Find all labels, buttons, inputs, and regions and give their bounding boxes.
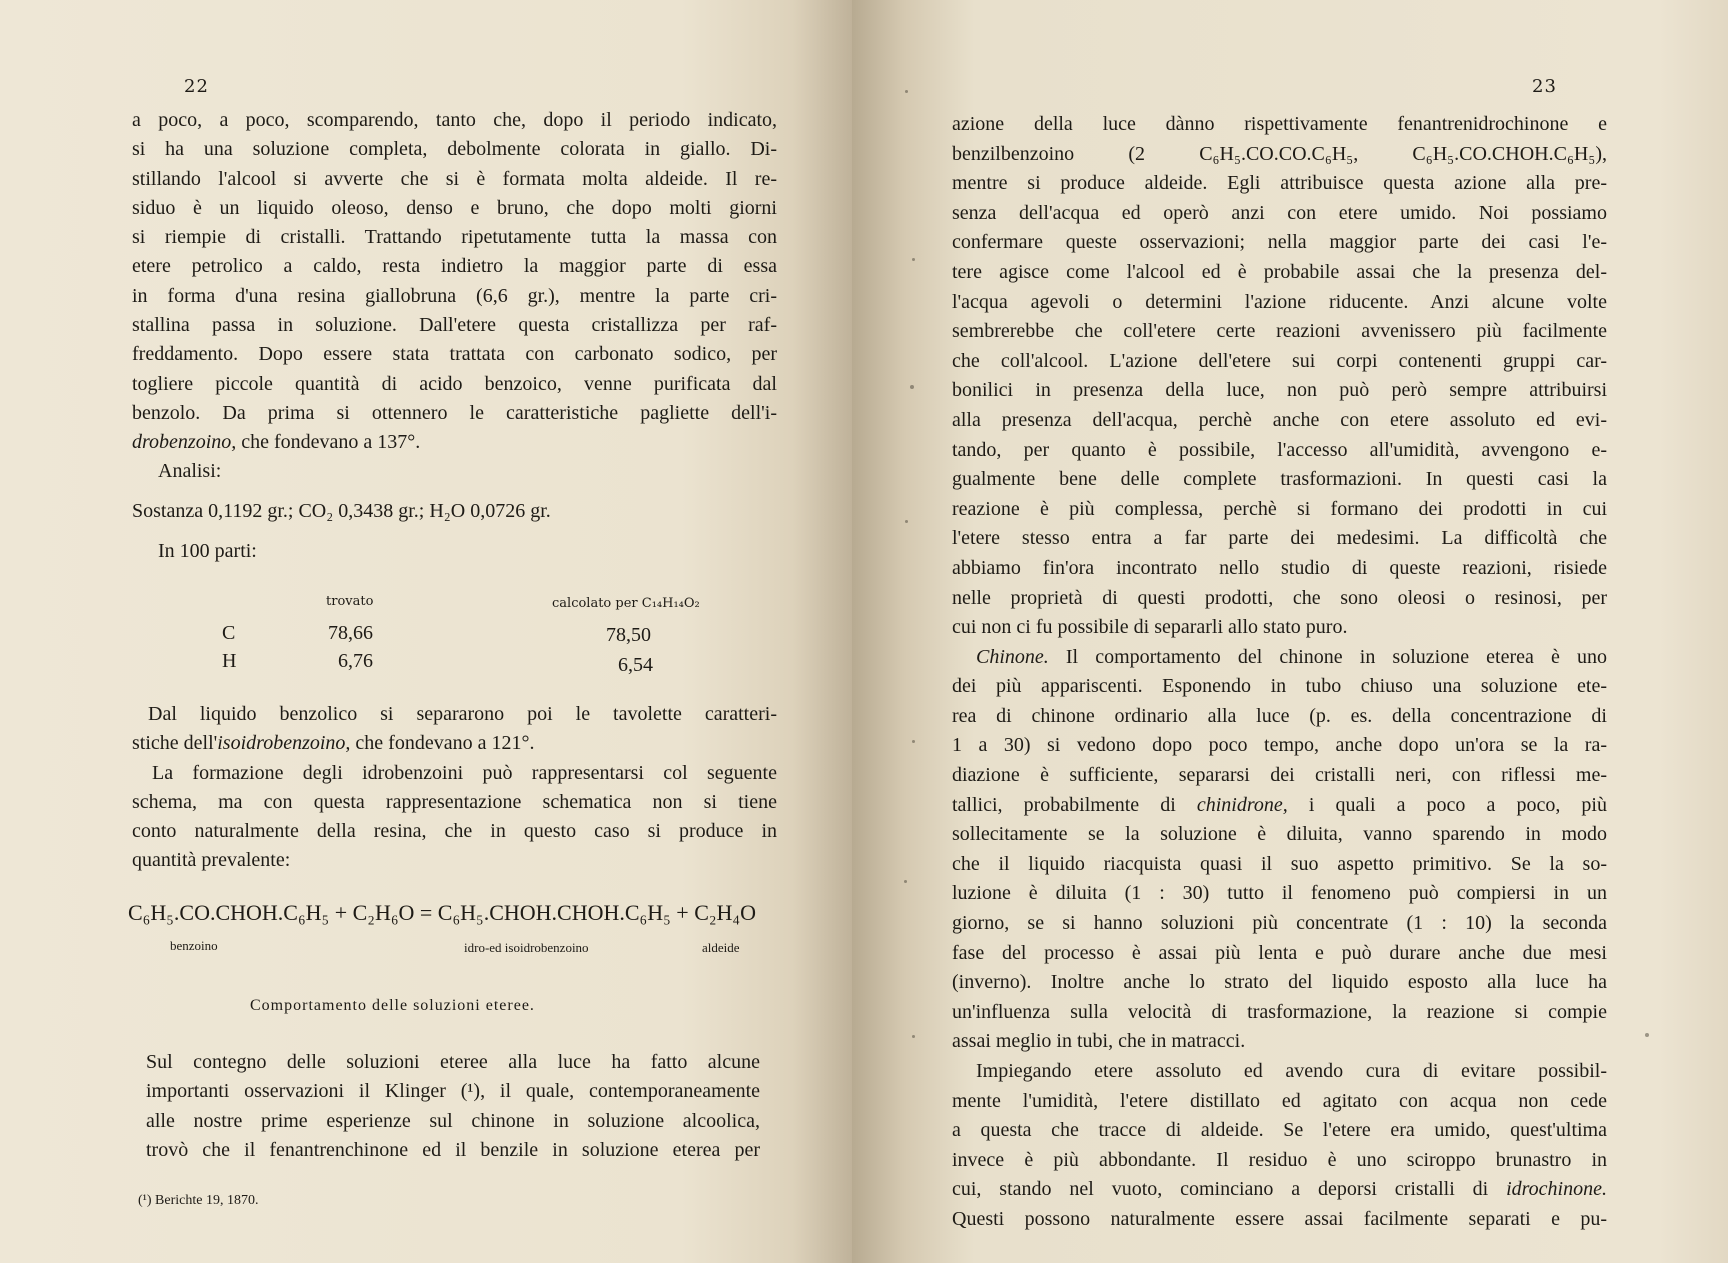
italic-term: isoidrobenzoino, bbox=[217, 732, 351, 755]
left-page bbox=[0, 0, 852, 1263]
text-line: benzilbenzoino (2 C₆H₅.CO.CO.C₆H₅, C₆H₅.CO.CHOH.C₆H₅), bbox=[952, 142, 1607, 165]
analysis-line: Sostanza 0,1192 gr.; CO₂ 0,3438 gr.; H₂O 0,0726 gr. bbox=[132, 500, 551, 522]
section-title: Comportamento delle soluzioni eteree. bbox=[250, 997, 535, 1014]
page-number-right: 23 bbox=[1532, 76, 1557, 97]
italic-term: Chinone. bbox=[976, 645, 1049, 668]
text-line: fase del processo è assai più lenta e può durare anche due mesi bbox=[952, 941, 1607, 964]
text-fragment: tallici, probabilmente di bbox=[952, 793, 1197, 816]
text-line: in forma d'una resina giallobruna (6,6 gr.), mentre la parte cri- bbox=[132, 284, 777, 307]
text-line: luzione è diluita (1 : 30) tutto il fenomeno può compiersi in un bbox=[952, 882, 1607, 905]
left-paragraph-4 bbox=[146, 1048, 760, 1165]
text-line bbox=[952, 791, 1607, 821]
text-line: reazione è più complessa, perchè si formano dei prodotti in cui bbox=[952, 497, 1607, 520]
text-fragment: che fondevano a 121°. bbox=[350, 732, 535, 755]
paper-speck bbox=[912, 1035, 915, 1038]
text-line: mente l'umidità, l'etere distillato ed agitato con acqua non cede bbox=[952, 1089, 1607, 1112]
italic-term: chinidrone, bbox=[1196, 793, 1288, 816]
text-line bbox=[132, 428, 777, 457]
paper-speck bbox=[905, 520, 908, 523]
italic-term: drobenzoino, bbox=[132, 431, 237, 454]
text-line: (inverno). Inoltre anche lo strato del liquido esposto alla luce ha bbox=[952, 971, 1607, 994]
table-cell-element: H bbox=[222, 650, 237, 672]
text-line bbox=[952, 643, 1607, 673]
text-fragment: cui, stando nel vuoto, cominciano a deporsi cristalli di bbox=[952, 1178, 1507, 1201]
table-cell-found: 78,66 bbox=[328, 622, 373, 644]
text-line: a questa che tracce di aldeide. Se l'etere era umido, quest'ultima bbox=[952, 1119, 1607, 1142]
paper-speck bbox=[912, 258, 915, 261]
text-line: sollecitamente se la soluzione è diluita, vanno sparendo in modo bbox=[952, 823, 1607, 846]
text-line: diazione è sufficiente, separarsi dei cristalli neri, con riflessi me- bbox=[952, 764, 1607, 787]
text-line: stillando l'alcool si avverte che si è formata molta aldeide. Il re- bbox=[132, 167, 777, 190]
reaction-label-idro: idro-ed isoidrobenzoino bbox=[464, 940, 589, 955]
text-line: si ha una soluzione completa, debolmente colorata in giallo. Di- bbox=[132, 138, 777, 161]
text-line: schema, ma con questa rappresentazione schematica non si tiene bbox=[132, 790, 777, 813]
text-line: conto naturalmente della resina, che in questo caso si produce in bbox=[132, 820, 777, 843]
text-line: freddamento. Dopo essere stata trattata con carbonato sodico, per bbox=[132, 343, 777, 366]
text-line: nelle proprietà di questi prodotti, che sono oleosi o resinosi, per bbox=[952, 586, 1607, 609]
left-paragraph-2 bbox=[132, 700, 777, 876]
table-cell-calc: 78,50 bbox=[606, 624, 651, 646]
text-line: un'influenza sulla velocità di trasformazione, la reazione si compie bbox=[952, 1000, 1607, 1023]
text-line: stallina passa in soluzione. Dall'etere questa cristallizza per raf- bbox=[132, 314, 777, 337]
text-line: togliere piccole quantità di acido benzoico, venne purificata dal bbox=[132, 372, 777, 395]
text-line: La formazione degli idrobenzoini può rappresentarsi col seguente bbox=[152, 761, 777, 784]
right-page bbox=[852, 0, 1728, 1263]
paper-speck bbox=[1645, 1033, 1649, 1037]
text-line: bonilici in presenza della luce, non può però sempre attribuirsi bbox=[952, 379, 1607, 402]
footnote: (¹) Berichte 19, 1870. bbox=[138, 1193, 259, 1208]
reaction-label-benzoino: benzoino bbox=[170, 938, 218, 953]
text-line: importanti osservazioni il Klinger (¹), il quale, contemporaneamente bbox=[146, 1080, 760, 1103]
paper-speck bbox=[910, 385, 914, 389]
text-line: confermare queste osservazioni; nella maggior parte dei casi l'e- bbox=[952, 231, 1607, 254]
left-paragraph-1 bbox=[132, 106, 777, 458]
text-fragment: i quali a poco a poco, più bbox=[1287, 793, 1607, 816]
text-fragment: Il comportamento del chinone in soluzione eterea è uno bbox=[1048, 645, 1607, 668]
text-line: sembrerebbe che coll'etere certe reazioni avvenissero più facilmente bbox=[952, 320, 1607, 343]
parts-label: In 100 parti: bbox=[158, 540, 257, 562]
reaction-label-aldeide: aldeide bbox=[702, 940, 740, 955]
italic-term: idrochinone. bbox=[1506, 1178, 1607, 1201]
text-line bbox=[952, 1175, 1607, 1205]
text-line: etere petrolico a caldo, resta indietro la maggior parte di essa bbox=[132, 255, 777, 278]
text-line: abbiamo fin'ora incontrato nello studio di queste reazioni, risiede bbox=[952, 556, 1607, 579]
reaction-equation: C₆H₅.CO.CHOH.C₆H₅ + C₂H₆O = C₆H₅.CHOH.CHOH.C₆H₅ + C₂H₄O bbox=[128, 900, 756, 925]
text-line: che coll'alcool. L'azione dell'etere sui corpi contenenti gruppi car- bbox=[952, 349, 1607, 372]
table-cell-calc: 6,54 bbox=[618, 654, 653, 676]
analysis-label: Analisi: bbox=[158, 460, 222, 482]
text-line: assai meglio in tubi, che in matracci. bbox=[952, 1030, 1246, 1053]
table-cell-found: 6,76 bbox=[338, 650, 373, 672]
text-line: tando, per quanto è possibile, l'accesso all'umidità, avvengono e- bbox=[952, 438, 1607, 461]
text-line: a poco, a poco, scomparendo, tanto che, dopo il periodo indicato, bbox=[132, 109, 777, 131]
right-text-body bbox=[952, 110, 1607, 1235]
text-line: Dal liquido benzolico si separarono poi le tavolette caratteri- bbox=[148, 703, 777, 725]
text-line: cui non ci fu possibile di separarli allo stato puro. bbox=[952, 616, 1348, 639]
text-line: l'acqua agevoli o determini l'azione riducente. Anzi alcune volte bbox=[952, 290, 1607, 313]
text-line: rea di chinone ordinario alla luce (p. es. della concentrazione di bbox=[952, 704, 1607, 727]
text-line: senza dell'acqua ed operò anzi con etere umido. Noi possiamo bbox=[952, 201, 1607, 224]
text-line: Sul contegno delle soluzioni eteree alla luce ha fatto alcune bbox=[146, 1051, 760, 1073]
text-line: gualmente bene delle complete trasformazioni. In questi casi la bbox=[952, 468, 1607, 491]
text-line: si riempie di cristalli. Trattando ripetutamente tutta la massa con bbox=[132, 226, 777, 249]
table-header-calc: calcolato per C₁₄H₁₄O₂ bbox=[552, 596, 700, 611]
text-line: mentre si produce aldeide. Egli attribuisce questa azione alla pre- bbox=[952, 172, 1607, 195]
text-line bbox=[132, 729, 777, 758]
text-line: Impiegando etere assoluto ed avendo cura di evitare possibil- bbox=[976, 1060, 1607, 1082]
text-line: alle nostre prime esperienze sul chinone in soluzione alcoolica, bbox=[146, 1109, 760, 1132]
paper-speck bbox=[905, 90, 908, 93]
text-line: che il liquido riacquista quasi il suo aspetto primitivo. Se la so- bbox=[952, 852, 1607, 875]
text-line: l'etere stesso entra a far parte dei medesimi. La difficoltà che bbox=[952, 527, 1607, 550]
text-line: siduo è un liquido oleoso, denso e bruno, che dopo molti giorni bbox=[132, 196, 777, 219]
text-line: alla presenza dell'acqua, perchè anche con etere assoluto ed evi- bbox=[952, 408, 1607, 431]
text-line: benzolo. Da prima si ottennero le caratteristiche pagliette dell'i- bbox=[132, 401, 777, 424]
paper-speck bbox=[912, 740, 915, 743]
text-fragment: che fondevano a 137°. bbox=[236, 431, 421, 454]
text-line: 1 a 30) si vedono dopo poco tempo, anche dopo un'ora se la ra- bbox=[952, 734, 1607, 757]
text-line: Questi possono naturalmente essere assai facilmente separati e pu- bbox=[952, 1207, 1607, 1230]
text-line: invece è più abbondante. Il residuo è uno sciroppo brunastro in bbox=[952, 1148, 1607, 1171]
page-number-left: 22 bbox=[184, 76, 209, 97]
text-line: azione della luce dànno rispettivamente fenantrenidrochinone e bbox=[952, 113, 1607, 135]
paper-speck bbox=[904, 880, 907, 883]
text-line: dei più appariscenti. Esponendo in tubo chiuso una soluzione ete- bbox=[952, 675, 1607, 698]
table-header-found: trovato bbox=[326, 594, 374, 609]
text-line: quantità prevalente: bbox=[132, 849, 291, 872]
table-cell-element: C bbox=[222, 622, 236, 644]
text-line: giorno, se si hanno soluzioni più concentrate (1 : 10) la seconda bbox=[952, 912, 1607, 935]
text-fragment: stiche dell' bbox=[132, 732, 218, 755]
text-line: trovò che il fenantrenchinone ed il benzile in soluzione eterea per bbox=[146, 1138, 760, 1161]
text-line: tere agisce come l'alcool ed è probabile assai che la presenza del- bbox=[952, 260, 1607, 283]
